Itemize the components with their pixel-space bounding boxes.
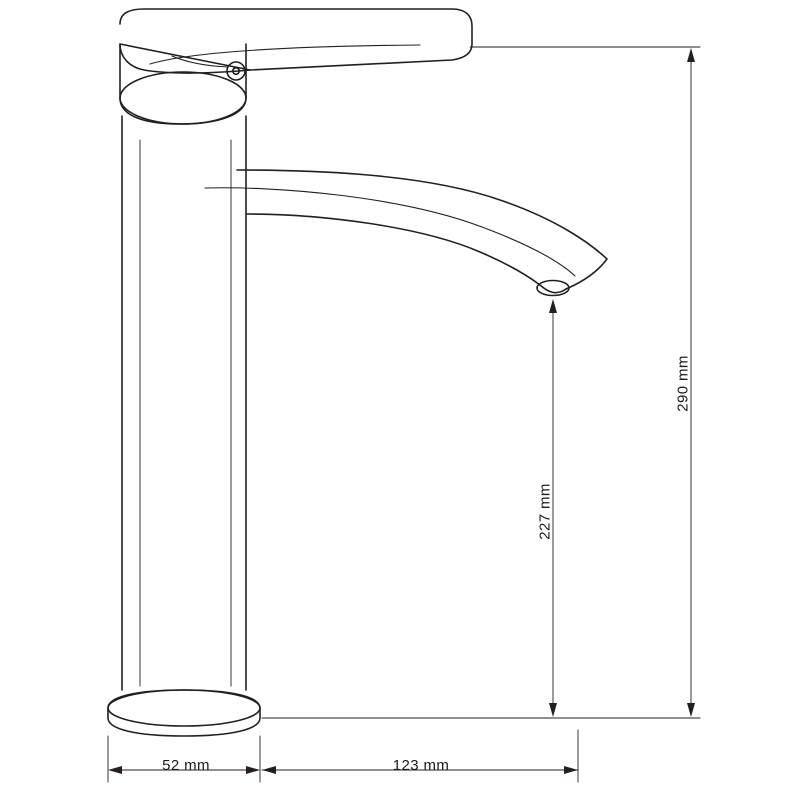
arrow-52-left	[108, 766, 122, 774]
base-body	[108, 690, 260, 736]
dimension-label-overall-height: 290 mm	[674, 355, 692, 412]
handle-highlight	[150, 45, 420, 64]
arrow-123-left	[262, 766, 276, 774]
arrow-227-top	[549, 299, 557, 313]
aerator-ellipse	[537, 281, 569, 296]
spout-upper	[237, 170, 607, 289]
dimension-label-base-diameter: 52 mm	[162, 757, 210, 774]
spout-lower	[247, 214, 540, 285]
arrow-290-top	[687, 48, 695, 62]
dimension-label-spout-reach: 123 mm	[392, 757, 450, 774]
lever-handle-top	[120, 9, 472, 70]
arrow-290-bottom	[687, 703, 695, 717]
mixer-head-ellipse	[120, 72, 246, 124]
dimension-label-spout-height: 227 mm	[536, 483, 554, 540]
arrow-52-right	[246, 766, 260, 774]
spout-crease	[205, 188, 575, 276]
base-top-ellipse	[108, 690, 260, 726]
outlet-nose	[540, 285, 566, 293]
arrow-227-bottom	[549, 703, 557, 717]
lever-handle-underside	[120, 44, 250, 73]
arrow-123-right	[564, 766, 578, 774]
